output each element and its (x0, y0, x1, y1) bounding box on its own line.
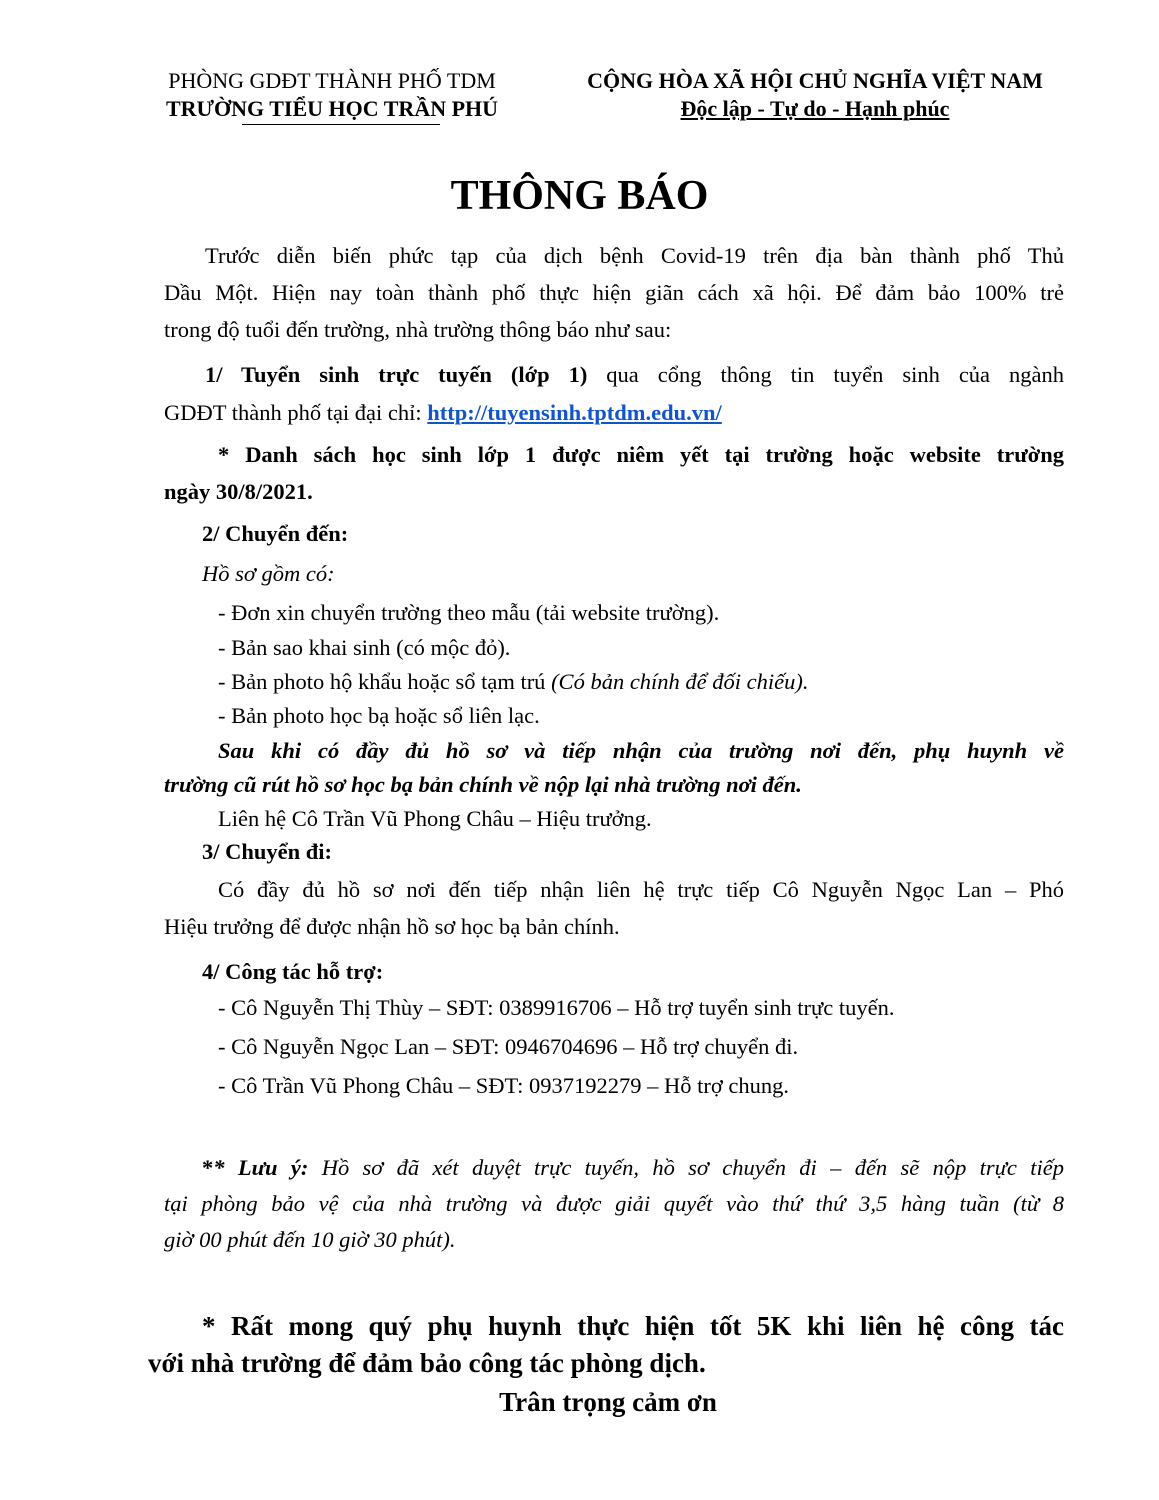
closing-thanks: Trân trọng cảm ơn (499, 1387, 717, 1417)
section3-line-1: Có đầy đủ hồ sơ nơi đến tiếp nhận liên hệ trực tiếp Cô Nguyễn Ngọc Lan – Phó (218, 877, 1064, 902)
school-name-underline (242, 124, 440, 125)
page-title: THÔNG BÁO (450, 173, 709, 219)
intro-line-2: Dầu Một. Hiện nay toàn thành phố thực hiện giãn cách xã hội. Để đảm bảo 100% trẻ (164, 280, 1064, 305)
section4-heading: 4/ Công tác hỗ trợ: (202, 959, 384, 984)
closing-line-2: với nhà trường để đảm bảo công tác phòng dịch. (148, 1348, 706, 1378)
section2-item: - Đơn xin chuyển trường theo mẫu (tải website trường). (218, 600, 720, 625)
section2-docs-label: Hồ sơ gồm có: (202, 561, 335, 586)
issuing-authority: PHÒNG GDĐT THÀNH PHỐ TDM (168, 68, 496, 93)
section1-note-1: * Danh sách học sinh lớp 1 được niêm yết tại trường hoặc website trường (218, 442, 1064, 467)
school-name: TRƯỜNG TIỂU HỌC TRẦN PHÚ (165, 96, 499, 121)
section3-heading: 3/ Chuyển đi: (202, 839, 333, 864)
intro-line-3: trong độ tuổi đến trường, nhà trường thông báo như sau: (164, 317, 672, 342)
section1-line-1 (205, 357, 1064, 393)
note-text-1: Hồ sơ đã xét duyệt trực tuyến, hồ sơ chuyển đi – đến sẽ nộp trực tiếp (321, 1155, 1064, 1180)
section2-item-text: - Bản photo hộ khẩu hoặc sổ tạm trú (218, 669, 546, 694)
section2-emphasis-1: Sau khi có đầy đủ hồ sơ và tiếp nhận của trường nơi đến, phụ huynh về (218, 738, 1064, 763)
enrollment-link[interactable]: http://tuyensinh.tptdm.edu.vn/ (427, 400, 722, 425)
section2-item: - Bản photo học bạ hoặc sổ liên lạc. (218, 703, 540, 728)
national-title: CỘNG HÒA XÃ HỘI CHỦ NGHĨA VIỆT NAM (587, 68, 1043, 93)
section2-contact: Liên hệ Cô Trần Vũ Phong Châu – Hiệu trưởng. (218, 806, 652, 831)
section2-heading: 2/ Chuyển đến: (202, 521, 349, 546)
support-contact: - Cô Trần Vũ Phong Châu – SĐT: 0937192279 – Hỗ trợ chung. (218, 1073, 790, 1098)
note-asterisk: * (202, 1155, 214, 1180)
section1-note-2: ngày 30/8/2021. (164, 479, 313, 504)
section1-line-2 (164, 395, 722, 431)
section1-text-1: qua cổng thông tin tuyển sinh của ngành (606, 362, 1064, 387)
section1-heading: 1/ Tuyển sinh trực tuyến (lớp 1) (205, 362, 588, 387)
support-contact: - Cô Nguyễn Ngọc Lan – SĐT: 0946704696 – Hỗ trợ chuyển đi. (218, 1034, 799, 1059)
support-contact: - Cô Nguyễn Thị Thùy – SĐT: 0389916706 – Hỗ trợ tuyển sinh trực tuyến. (218, 995, 895, 1020)
national-motto: Độc lập - Tự do - Hạnh phúc (680, 96, 950, 121)
section1-text-2: GDĐT thành phố tại đại chỉ: (164, 400, 422, 425)
section2-item (218, 664, 809, 700)
closing-line-1: * Rất mong quý phụ huynh thực hiện tốt 5K khi liên hệ công tác (202, 1311, 1064, 1341)
note-line-3: giờ 00 phút đến 10 giờ 30 phút). (164, 1227, 456, 1252)
note-line-2: tại phòng bảo vệ của nhà trường và được giải quyết vào thứ thứ 3,5 hàng tuần (từ 8 (164, 1191, 1064, 1216)
section2-item-note: (Có bản chính để đối chiếu). (551, 669, 809, 694)
section3-line-2: Hiệu trưởng để được nhận hồ sơ học bạ bản chính. (164, 914, 620, 939)
intro-line-1: Trước diễn biến phức tạp của dịch bệnh Covid-19 trên địa bàn thành phố Thủ (205, 243, 1064, 268)
note-line-1 (202, 1150, 1064, 1186)
note-label: * Lưu ý: (213, 1155, 309, 1180)
section2-emphasis-2: trường cũ rút hồ sơ học bạ bản chính về nộp lại nhà trường nơi đến. (164, 772, 802, 797)
section2-item: - Bản sao khai sinh (có mộc đỏ). (218, 635, 511, 660)
